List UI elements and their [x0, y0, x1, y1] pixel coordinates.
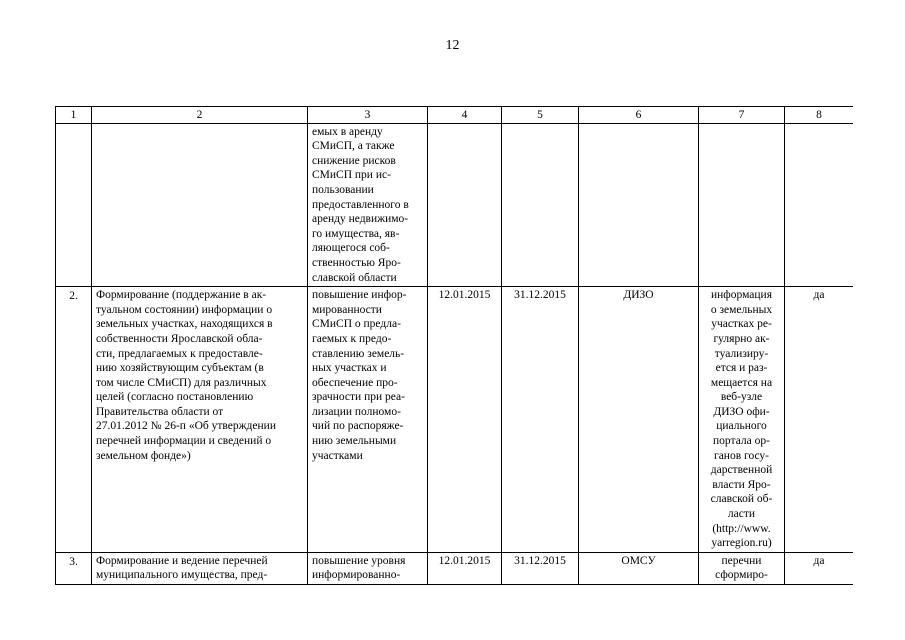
- result-cell-line: гулярно ак-: [713, 332, 770, 345]
- column-number-cell: 8: [785, 107, 854, 124]
- executor-cell: ОМСУ: [579, 552, 699, 584]
- start-date-cell: 12.01.2015: [428, 552, 502, 584]
- column-number-cell: 6: [579, 107, 699, 124]
- column-number-cell: 2: [92, 107, 308, 124]
- measure-cell-line: сти, предлагаемых к предоставле-: [96, 347, 263, 360]
- result-cell-line: славской об-: [710, 493, 773, 506]
- measure-cell-line: Правительства области от: [96, 405, 224, 418]
- result-cell-line: ется и раз-: [715, 362, 768, 375]
- goal-cell-line: зрачности при реа-: [312, 391, 405, 404]
- measure-cell-line: Формирование (поддержание в ак-: [96, 289, 267, 302]
- result-cell-line: участках ре-: [711, 318, 772, 331]
- measure-cell-line: земельных участках, находящихся в: [96, 318, 273, 331]
- measure-cell-line: муниципального имущества, пред-: [96, 569, 268, 582]
- row-number-cell: 2.: [56, 287, 92, 553]
- start-date-cell: [428, 123, 502, 287]
- goal-cell-line: славской области: [312, 271, 397, 284]
- result-cell-line: (http://www.: [712, 522, 771, 535]
- table-row: [56, 123, 854, 287]
- column-number-row: [56, 107, 854, 124]
- goal-cell-line: ставлению земель-: [312, 347, 405, 360]
- goal-cell: [308, 287, 428, 553]
- measure-cell-line: земельном фонде»): [96, 449, 191, 462]
- goal-cell-line: СМиСП, а также: [312, 140, 395, 153]
- result-cell-line: сформиро-: [715, 569, 768, 582]
- result-cell-line: ДИЗО офи-: [713, 405, 770, 418]
- column-number-cell: 5: [502, 107, 579, 124]
- result-cell: [699, 552, 785, 584]
- measure-cell-line: Формирование и ведение перечней: [96, 554, 268, 567]
- goal-cell-line: повышение инфор-: [312, 289, 407, 302]
- goal-cell: [308, 552, 428, 584]
- completion-flag-cell: [785, 123, 854, 287]
- result-cell: [699, 287, 785, 553]
- measure-cell-line: нию хозяйствующим субъектам (в: [96, 362, 264, 375]
- result-cell: [699, 123, 785, 287]
- result-cell-line: ласти: [727, 508, 756, 521]
- executor-cell: [579, 123, 699, 287]
- row-number-cell: [56, 123, 92, 287]
- goal-cell-line: мированности: [312, 303, 382, 316]
- measure-cell: [92, 287, 308, 553]
- goal-cell-line: ственностью Яро-: [312, 256, 401, 269]
- completion-flag-cell: да: [785, 552, 854, 584]
- table-body: [56, 107, 854, 585]
- end-date-cell: 31.12.2015: [502, 287, 579, 553]
- goal-cell-line: нию земельными: [312, 435, 397, 448]
- goal-cell-line: ляющегося соб-: [312, 242, 390, 255]
- end-date-cell: 31.12.2015: [502, 552, 579, 584]
- result-cell-line: портала ор-: [713, 435, 770, 448]
- result-cell-line: власти Яро-: [712, 478, 771, 491]
- measure-cell-line: целей (согласно постановлению: [96, 391, 254, 404]
- goal-cell-line: емых в аренду: [312, 125, 383, 138]
- column-number-cell: 4: [428, 107, 502, 124]
- result-cell-line: yarregion.ru): [711, 537, 772, 550]
- column-number-cell: 1: [56, 107, 92, 124]
- result-cell-line: дарственной: [710, 464, 773, 477]
- result-cell-line: веб-узле: [720, 391, 763, 404]
- goal-cell-line: СМиСП о предла-: [312, 318, 401, 331]
- result-cell-line: ганов госу-: [713, 449, 770, 462]
- goal-cell-line: чий по распоряже-: [312, 420, 404, 433]
- completion-flag-cell: да: [785, 287, 854, 553]
- goal-cell-line: ных участках и: [312, 362, 387, 375]
- goal-cell-line: обеспечение про-: [312, 376, 398, 389]
- goal-cell-line: предоставленного в: [312, 198, 409, 211]
- measure-cell-line: том числе СМиСП) для различных: [96, 376, 267, 389]
- result-cell-line: мещается на: [710, 376, 773, 389]
- measure-cell-line: собственности Ярославской обла-: [96, 332, 263, 345]
- executor-cell: ДИЗО: [579, 287, 699, 553]
- goal-cell-line: го имущества, яв-: [312, 227, 400, 240]
- goal-cell-line: информированно-: [312, 569, 401, 582]
- column-number-cell: 3: [308, 107, 428, 124]
- start-date-cell: 12.01.2015: [428, 287, 502, 553]
- result-cell-line: информация: [711, 289, 772, 302]
- result-cell-line: перечни: [721, 554, 762, 567]
- result-cell-line: о земельных: [710, 303, 773, 316]
- goal-cell-line: гаемых к предо-: [312, 332, 392, 345]
- measure-cell-line: перечней информации и сведений о: [96, 435, 272, 448]
- measure-cell: [92, 123, 308, 287]
- goal-cell-line: пользовании: [312, 183, 374, 196]
- row-number-cell: 3.: [56, 552, 92, 584]
- goal-cell-line: снижение рисков: [312, 154, 396, 167]
- result-cell-line: циального: [716, 420, 767, 433]
- goal-cell-line: участками: [312, 449, 363, 462]
- column-number-cell: 7: [699, 107, 785, 124]
- table-row: [56, 552, 854, 584]
- measures-table-wrapper: [55, 106, 853, 640]
- end-date-cell: [502, 123, 579, 287]
- table-row: [56, 287, 854, 553]
- goal-cell-line: лизации полномо-: [312, 405, 401, 418]
- page-number: 12: [445, 38, 460, 53]
- goal-cell-line: аренду недвижимо-: [312, 213, 409, 226]
- goal-cell-line: СМиСП при ис-: [312, 169, 391, 182]
- goal-cell: [308, 123, 428, 287]
- measures-table: [55, 106, 853, 585]
- result-cell-line: туализиру-: [714, 347, 769, 360]
- goal-cell-line: повышение уровня: [312, 554, 406, 567]
- measure-cell: [92, 552, 308, 584]
- measure-cell-line: туальном состоянии) информации о: [96, 303, 273, 316]
- measure-cell-line: 27.01.2012 № 26-п «Об утверждении: [96, 420, 276, 433]
